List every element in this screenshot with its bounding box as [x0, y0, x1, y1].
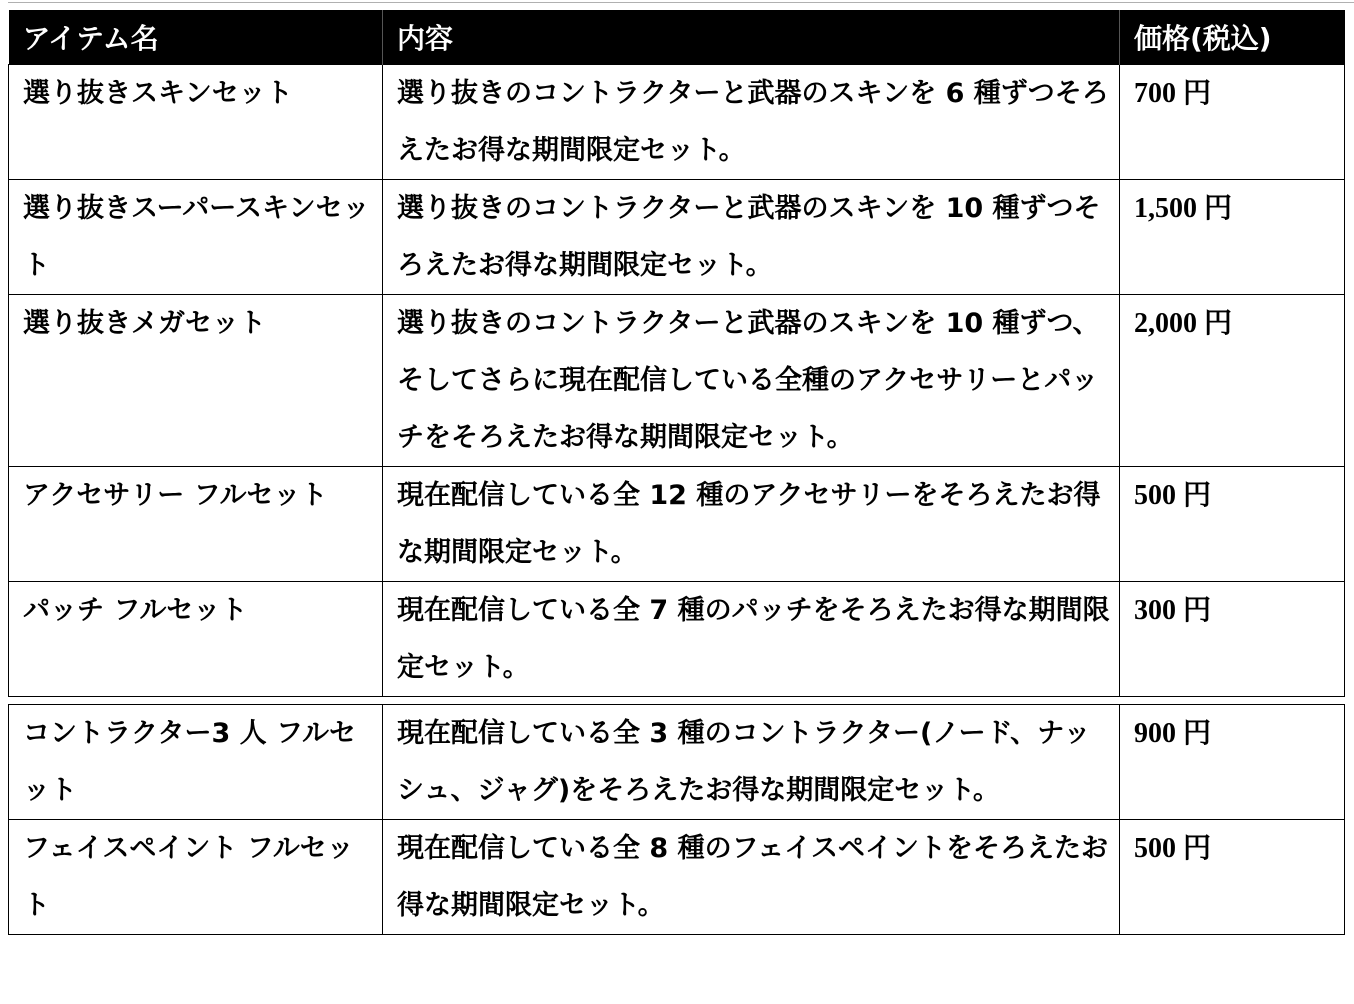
table-row — [9, 64, 1345, 179]
item-price-cell: 500 円 — [1120, 819, 1345, 934]
item-description-cell: 現在配信している全 7 種のパッチをそろえたお得な期間限定セット。 — [383, 581, 1120, 696]
item-name-cell: コントラクター3 人 フルセット — [9, 704, 383, 819]
table-row — [9, 294, 1345, 466]
item-price-cell: 500 円 — [1120, 466, 1345, 581]
header-price: 価格(税込) — [1120, 10, 1345, 64]
table-row — [9, 179, 1345, 294]
table-row — [9, 819, 1345, 934]
header-row — [9, 10, 1345, 64]
top-rule — [8, 2, 1354, 3]
item-name-cell: パッチ フルセット — [9, 581, 383, 696]
table-row — [9, 466, 1345, 581]
price-table — [8, 10, 1345, 935]
table-body — [9, 64, 1345, 934]
item-name-cell: 選り抜きスキンセット — [9, 64, 383, 179]
table-row — [9, 704, 1345, 819]
item-price-cell: 2,000 円 — [1120, 294, 1345, 466]
item-name-cell: 選り抜きメガセット — [9, 294, 383, 466]
item-description-cell: 現在配信している全 12 種のアクセサリーをそろえたお得な期間限定セット。 — [383, 466, 1120, 581]
item-description-cell: 現在配信している全 8 種のフェイスペイントをそろえたお得な期間限定セット。 — [383, 819, 1120, 934]
item-description-cell: 選り抜きのコントラクターと武器のスキンを 10 種ずつそろえたお得な期間限定セット。 — [383, 179, 1120, 294]
item-name-cell: 選り抜きスーパースキンセット — [9, 179, 383, 294]
item-price-cell: 700 円 — [1120, 64, 1345, 179]
page-break-gap — [9, 696, 1345, 704]
item-name-cell: アクセサリー フルセット — [9, 466, 383, 581]
item-price-cell: 300 円 — [1120, 581, 1345, 696]
table-header — [9, 10, 1345, 64]
item-price-cell: 900 円 — [1120, 704, 1345, 819]
item-name-cell: フェイスペイント フルセット — [9, 819, 383, 934]
item-price-cell: 1,500 円 — [1120, 179, 1345, 294]
header-item-name: アイテム名 — [9, 10, 383, 64]
header-description: 内容 — [383, 10, 1120, 64]
table-row — [9, 581, 1345, 696]
item-description-cell: 選り抜きのコントラクターと武器のスキンを 10 種ずつ、そしてさらに現在配信している全種のアクセサリーとパッチをそろえたお得な期間限定セット。 — [383, 294, 1120, 466]
item-description-cell: 選り抜きのコントラクターと武器のスキンを 6 種ずつそろえたお得な期間限定セット。 — [383, 64, 1120, 179]
item-description-cell: 現在配信している全 3 種のコントラクター(ノード、ナッシュ、ジャグ)をそろえたお得な期間限定セット。 — [383, 704, 1120, 819]
